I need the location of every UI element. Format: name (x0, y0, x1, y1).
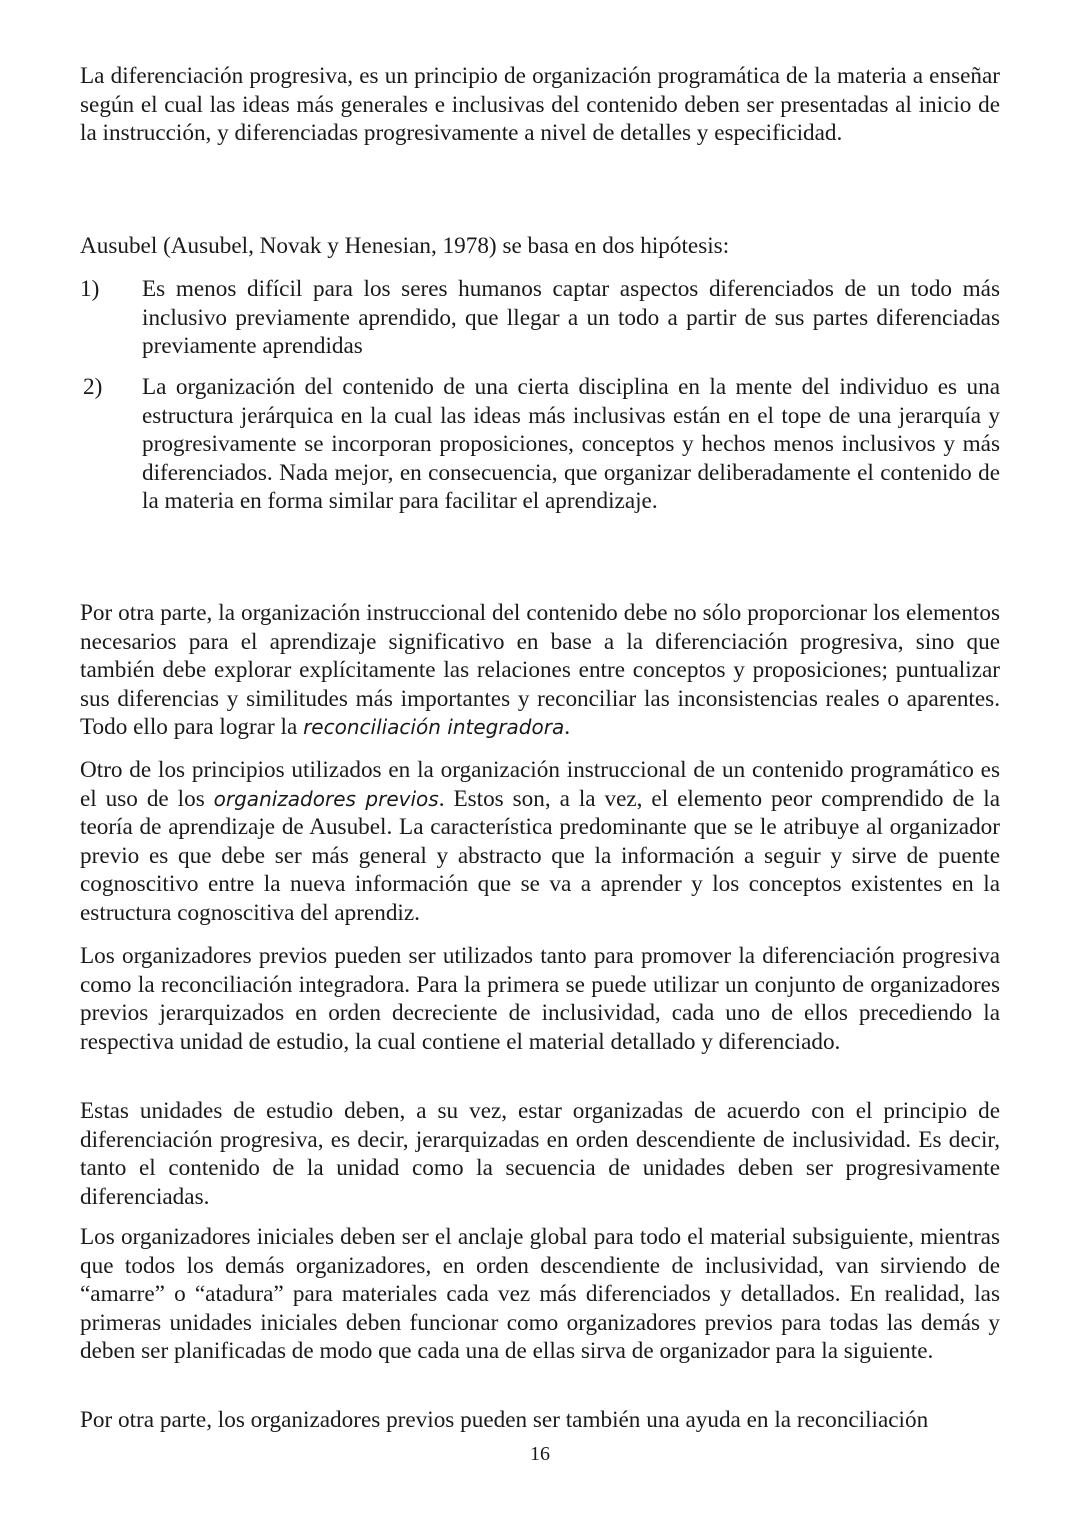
paragraph-uso-organizadores: Los organizadores previos pueden ser utilizados tanto para promover la diferenciación progresiva como la reconciliación integradora. Para la primera se puede utilizar un conjunto de organizadores previos jerarquizados en orden decreciente de inclusividad, cada uno de ellos precediendo la respectiva unidad de estudio, la cual contiene el material detallado y diferenciado. (80, 943, 1000, 1055)
list-item-text: La organización del contenido de una cierta disciplina en la mente del individuo es una estructura jerárquica en la cual las ideas más inclusivas están en el tope de una jerarquía y progresivamente se incorporan proposiciones, conceptos y hechos menos inclusivos y más diferenciados. Nada mejor, en consecuencia, que organizar deliberadamente el contenido de la materia en forma similar para facilitar el aprendizaje. (142, 374, 1000, 515)
text-segment: . (564, 714, 571, 741)
italic-term: reconciliación integradora (303, 715, 565, 740)
paragraph-continuation: Por otra parte, los organizadores previos pueden ser también una ayuda en la reconciliación (80, 1407, 929, 1433)
paragraph-diferenciacion-progresiva: La diferenciación progresiva, es un principio de organización programática de la materia a enseñar según el cual las ideas más generales e inclusivas del contenido deben ser presentadas al inicio de la instrucción, y diferenciadas progresivamente a nivel de detalles y especificidad. (80, 63, 1000, 147)
list-item-text: Es menos difícil para los seres humanos captar aspectos diferenciados de un todo más inclusivo previamente aprendido, que llegar a un todo a partir de sus partes diferenciadas previamente aprendidas (142, 276, 1000, 360)
paragraph-unidades-estudio: Estas unidades de estudio deben, a su vez, estar organizadas de acuerdo con el principio de diferenciación progresiva, es decir, jerarquizadas en orden descendiente de inclusividad. Es decir, tanto el contenido de la unidad como la secuencia de unidades deben ser progresivamente diferenciadas. (80, 1098, 1000, 1210)
paragraph-organizadores-iniciales: Los organizadores iniciales deben ser el anclaje global para todo el material subsiguiente, mientras que todos los demás organizadores, en orden descendiente de inclusividad, van sirviendo de “amarre” o “atadura” para materiales cada vez más diferenciados y detallados. En realidad, las primeras unidades iniciales deben funcionar como organizadores previos para todas las demás y deben ser planificadas de modo que cada una de ellas sirva de organizador para la siguiente. (80, 1224, 1000, 1365)
text-segment: Otro de los principios utilizados en la organización instruccional de un contenido programático es el uso de los (80, 757, 1000, 812)
hypothesis-list-item-2 (80, 373, 1000, 516)
paragraph-hypotheses-intro: Ausubel (Ausubel, Novak y Henesian, 1978) se basa en dos hipótesis: (80, 233, 730, 259)
paragraph-reconciliacion-integradora (80, 599, 1000, 742)
text-segment: Por otra parte, la organización instruccional del contenido debe no sólo proporcionar los elementos necesarios para el aprendizaje significativo en base a la diferenciación progresiva, sino que también debe explorar explícitamente las relaciones entre conceptos y proposiciones; puntualizar sus diferencias y similitudes más importantes y reconciliar las inconsistencias reales o aparentes. Todo ello para lograr la (80, 600, 1000, 741)
paragraph-organizadores-previos (80, 756, 1000, 928)
hypothesis-list-item-1 (80, 275, 1000, 361)
list-number: 2) (83, 374, 103, 400)
list-number: 1) (80, 276, 100, 302)
italic-term: organizadores previos (213, 786, 439, 811)
text-segment: . Estos son, a la vez, el elemento peor comprendido de la teoría de aprendizaje de Ausubel. La característica predominante que se le atribuye al organizador previo es que debe ser más general y abstracto que la información a seguir y sirve de puente cognoscitivo entre la nueva información que se va a aprender y los conceptos existentes en la estructura cognoscitiva del aprendiz. (80, 785, 1001, 926)
page-number: 16 (530, 1443, 550, 1465)
